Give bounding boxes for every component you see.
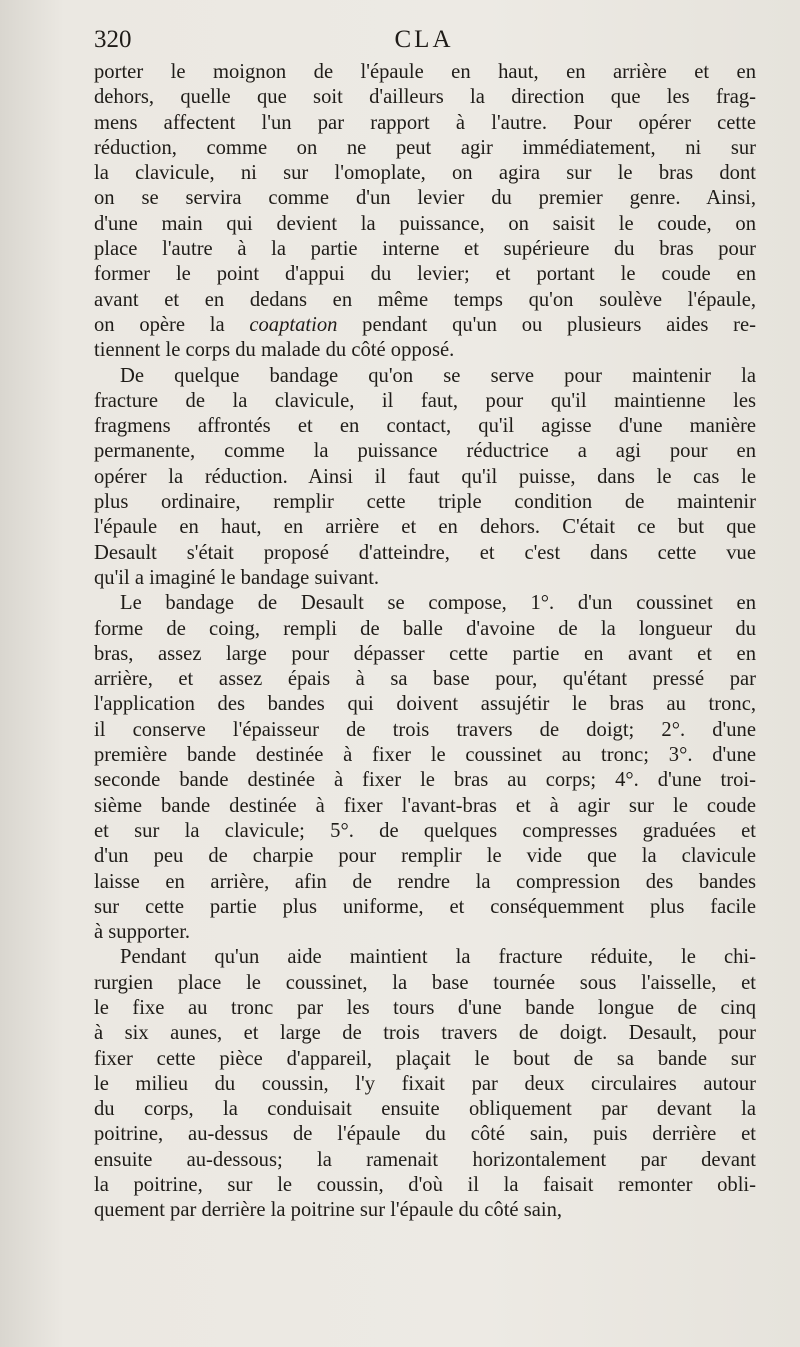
text-line: permanente, comme la puissance réductrice a agi pour en (94, 440, 756, 463)
text-line: du corps, la conduisait ensuite obliquement par devant la (94, 1098, 756, 1121)
text-line: De quelque bandage qu'on se serve pour maintenir la (120, 364, 756, 387)
text-line: Desault s'était proposé d'atteindre, et c'est dans cette vue (94, 541, 756, 564)
running-head: CLA (394, 26, 454, 53)
page-number: 320 (94, 26, 132, 53)
text-line: et sur la clavicule; 5°. de quelques compresses graduées et (94, 819, 756, 842)
text-line: on opère la coaptation pendant qu'un ou plusieurs aides re- (94, 313, 756, 336)
text-line: avant et en dedans en même temps qu'on soulève l'épaule, (94, 288, 756, 311)
text-line: d'un peu de charpie pour remplir le vide que la clavicule (94, 845, 756, 868)
text-line: première bande destinée à fixer le coussinet au tronc; 3°. d'une (94, 744, 756, 767)
text-line: Le bandage de Desault se compose, 1°. d'un coussinet en (120, 592, 756, 615)
text-line: place l'autre à la partie interne et supérieure du bras pour (94, 238, 756, 261)
text-line: dehors, quelle que soit d'ailleurs la direction que les frag- (94, 86, 756, 109)
text-line: on se servira comme d'un levier du premier genre. Ainsi, (94, 187, 756, 210)
page-body (94, 60, 756, 1224)
text-line: forme de coing, rempli de balle d'avoine de la longueur du (94, 617, 756, 640)
text-line: opérer la réduction. Ainsi il faut qu'il puisse, dans le cas le (94, 465, 756, 488)
text-line: arrière, et assez épais à sa base pour, qu'étant pressé par (94, 668, 756, 691)
text-line: fragmens affrontés et en contact, qu'il agisse d'une manière (94, 415, 756, 438)
text-line: seconde bande destinée à fixer le bras au corps; 4°. d'une troi- (94, 769, 756, 792)
text-line: tiennent le corps du malade du côté opposé. (94, 339, 455, 362)
text-line: Pendant qu'un aide maintient la fracture réduite, le chi- (120, 946, 756, 969)
text-line: réduction, comme on ne peut agir immédiatement, ni sur (94, 136, 756, 159)
text-line: à six aunes, et large de trois travers de doigt. Desault, pour (94, 1022, 756, 1045)
text-line: fixer cette pièce d'appareil, plaçait le bout de sa bande sur (94, 1047, 756, 1070)
paragraph (94, 60, 756, 364)
text-line: rurgien place le coussinet, la base tournée sous l'aisselle, et (94, 971, 756, 994)
text-line: sième bande destinée à fixer l'avant-bras et à agir sur le coude (94, 794, 756, 817)
text-line: former le point d'appui du levier; et portant le coude en (94, 263, 756, 286)
paragraph (94, 945, 756, 1223)
text-line: bras, assez large pour dépasser cette partie en avant et en (94, 642, 756, 665)
text-line: qu'il a imaginé le bandage suivant. (94, 566, 380, 589)
text-line: quement par derrière la poitrine sur l'épaule du côté sain, (94, 1199, 563, 1222)
text-line: poitrine, au-dessus de l'épaule du côté sain, puis derrière et (94, 1123, 756, 1146)
text-line: ensuite au-dessous; la ramenait horizontalement par devant (94, 1148, 756, 1171)
text-line: le fixe au tronc par les tours d'une bande longue de cinq (94, 996, 756, 1019)
text-line: mens affectent l'un par rapport à l'autre. Pour opérer cette (94, 111, 756, 134)
text-line: l'application des bandes qui doivent assujétir le bras au tronc, (94, 693, 756, 716)
text-line: le milieu du coussin, l'y fixait par deux circulaires autour (94, 1072, 756, 1095)
text-line: la poitrine, sur le coussin, d'où il la faisait remonter obli- (94, 1174, 756, 1197)
paragraph (94, 591, 756, 945)
text-line: la clavicule, ni sur l'omoplate, on agira sur le bras dont (94, 162, 756, 185)
text-line: l'épaule en haut, en arrière et en dehors. C'était ce but que (94, 516, 756, 539)
paragraph (94, 364, 756, 592)
text-line: porter le moignon de l'épaule en haut, en arrière et en (94, 61, 756, 83)
text-line: laisse en arrière, afin de rendre la compression des bandes (94, 870, 756, 893)
text-line: il conserve l'épaisseur de trois travers de doigt; 2°. d'une (94, 718, 756, 741)
text-line: à supporter. (94, 921, 191, 944)
text-line: plus ordinaire, remplir cette triple condition de maintenir (94, 491, 756, 514)
text-line: d'une main qui devient la puissance, on saisit le coude, on (94, 212, 756, 235)
text-line: sur cette partie plus uniforme, et conséquemment plus facile (94, 895, 756, 918)
text-line: fracture de la clavicule, il faut, pour qu'il maintienne les (94, 389, 756, 412)
page-header (94, 26, 754, 56)
